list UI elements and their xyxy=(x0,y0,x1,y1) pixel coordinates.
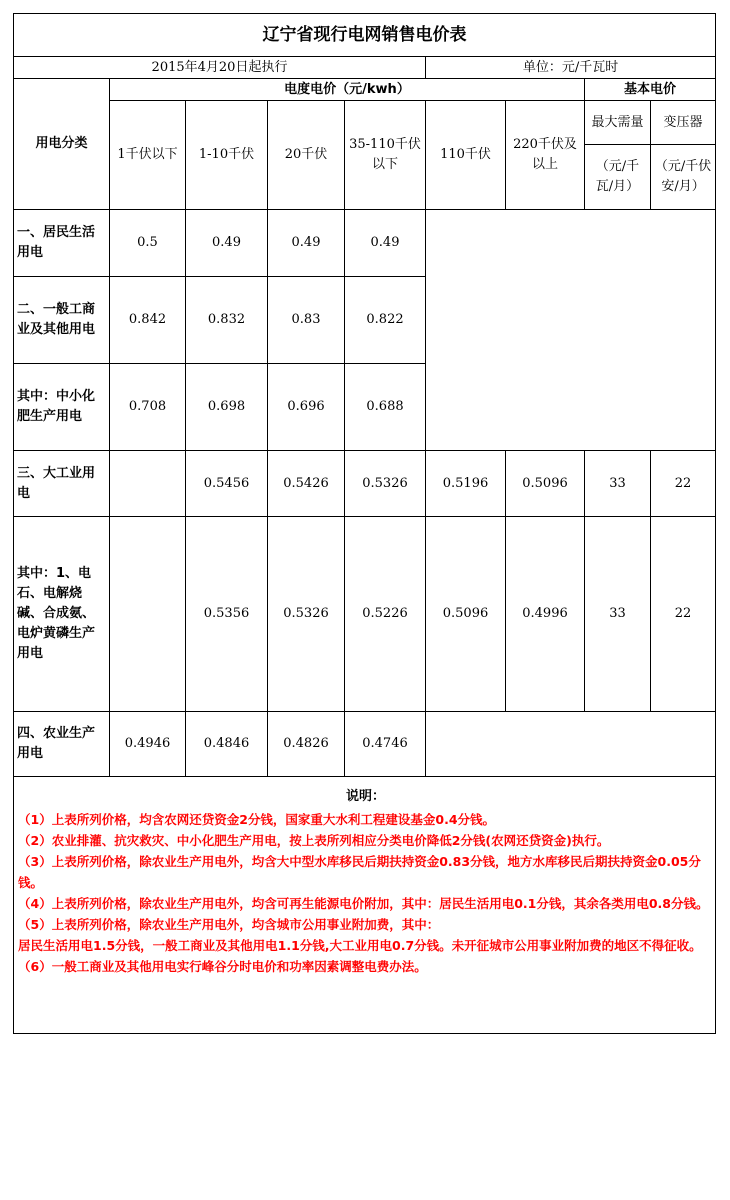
cell-value: 0.49 xyxy=(345,210,426,277)
cell-value: 33 xyxy=(585,451,651,517)
table-row xyxy=(14,210,716,277)
cell-value: 0.5456 xyxy=(186,451,268,517)
row-category: 二、一般工商业及其他用电 xyxy=(14,277,110,364)
row-category: 四、农业生产用电 xyxy=(14,712,110,777)
table-row xyxy=(14,451,716,517)
header-voltage-6: 220千伏及以上 xyxy=(506,101,585,210)
page-title: 辽宁省现行电网销售电价表 xyxy=(14,14,716,57)
header-transformer-unit: （元/千伏安/月） xyxy=(651,145,716,210)
effective-date: 2015年4月20日起执行 xyxy=(14,57,426,79)
cell-value: 0.5326 xyxy=(345,451,426,517)
note-item: （4）上表所列价格，除农业生产用电外，均含可再生能源电价附加，其中：居民生活用电0.1分钱，其余各类用电0.8分钱。 xyxy=(18,896,709,911)
header-voltage-2: 1-10千伏 xyxy=(186,101,268,210)
cell-value: 0.5196 xyxy=(426,451,506,517)
note-item: （6）一般工商业及其他用电实行峰谷分时电价和功率因素调整电费办法。 xyxy=(18,959,427,974)
cell-value: 33 xyxy=(585,517,651,712)
note-item: （1）上表所列价格，均含农网还贷资金2分钱，国家重大水利工程建设基金0.4分钱。 xyxy=(18,812,496,827)
cell-value: 0.49 xyxy=(268,210,345,277)
header-transformer: 变压器 xyxy=(651,101,716,145)
cell-value: 0.822 xyxy=(345,277,426,364)
note-item: （5）上表所列价格，除农业生产用电外，均含城市公用事业附加费，其中： xyxy=(18,917,440,932)
cell-value: 22 xyxy=(651,451,716,517)
cell-value: 0.4996 xyxy=(506,517,585,712)
header-energy-price: 电度电价（元/kwh） xyxy=(110,79,585,101)
price-table xyxy=(13,13,716,1034)
header-voltage-4: 35-110千伏以下 xyxy=(345,101,426,210)
cell-value: 0.49 xyxy=(186,210,268,277)
cell-value: 0.696 xyxy=(268,364,345,451)
header-max-demand: 最大需量 xyxy=(585,101,651,145)
note-item: （3）上表所列价格，除农业生产用电外，均含大中型水库移民后期扶持资金0.83分钱，地方水库移民后期扶持资金0.05分钱。 xyxy=(18,854,701,890)
cell-value: 0.832 xyxy=(186,277,268,364)
cell-value: 0.5356 xyxy=(186,517,268,712)
header-max-demand-unit: （元/千瓦/月） xyxy=(585,145,651,210)
cell-value: 0.4746 xyxy=(345,712,426,777)
cell-value: 0.5096 xyxy=(506,451,585,517)
unit-label: 单位：元/千瓦时 xyxy=(426,57,716,79)
cell-value: 0.4826 xyxy=(268,712,345,777)
row-category: 三、大工业用电 xyxy=(14,451,110,517)
cell-value xyxy=(110,451,186,517)
header-basic-price: 基本电价 xyxy=(585,79,716,101)
cell-value: 0.5096 xyxy=(426,517,506,712)
empty-block xyxy=(426,712,716,777)
header-voltage-3: 20千伏 xyxy=(268,101,345,210)
cell-value: 0.5326 xyxy=(268,517,345,712)
notes-title: 说明： xyxy=(346,789,386,804)
row-category: 一、居民生活用电 xyxy=(14,210,110,277)
cell-value: 0.688 xyxy=(345,364,426,451)
cell-value: 0.5226 xyxy=(345,517,426,712)
cell-value: 0.4846 xyxy=(186,712,268,777)
cell-value xyxy=(110,517,186,712)
header-voltage-5: 110千伏 xyxy=(426,101,506,210)
cell-value: 0.83 xyxy=(268,277,345,364)
note-item: 居民生活用电1.5分钱，一般工商业及其他用电1.1分钱,大工业用电0.7分钱。未开征城市公用事业附加费的地区不得征收。 xyxy=(18,938,702,953)
cell-value: 0.708 xyxy=(110,364,186,451)
notes-section xyxy=(14,777,716,1034)
cell-value: 0.4946 xyxy=(110,712,186,777)
table-row xyxy=(14,517,716,712)
row-category: 其中：中小化肥生产用电 xyxy=(14,364,110,451)
cell-value: 22 xyxy=(651,517,716,712)
cell-value: 0.842 xyxy=(110,277,186,364)
row-category: 其中：1、电石、电解烧碱、合成氨、电炉黄磷生产用电 xyxy=(14,517,110,712)
empty-block xyxy=(426,210,716,451)
note-item: （2）农业排灌、抗灾救灾、中小化肥生产用电，按上表所列相应分类电价降低2分钱(农网还贷资金)执行。 xyxy=(18,833,610,848)
cell-value: 0.698 xyxy=(186,364,268,451)
cell-value: 0.5 xyxy=(110,210,186,277)
header-voltage-1: 1千伏以下 xyxy=(110,101,186,210)
header-category: 用电分类 xyxy=(14,79,110,210)
table-row xyxy=(14,712,716,777)
cell-value: 0.5426 xyxy=(268,451,345,517)
